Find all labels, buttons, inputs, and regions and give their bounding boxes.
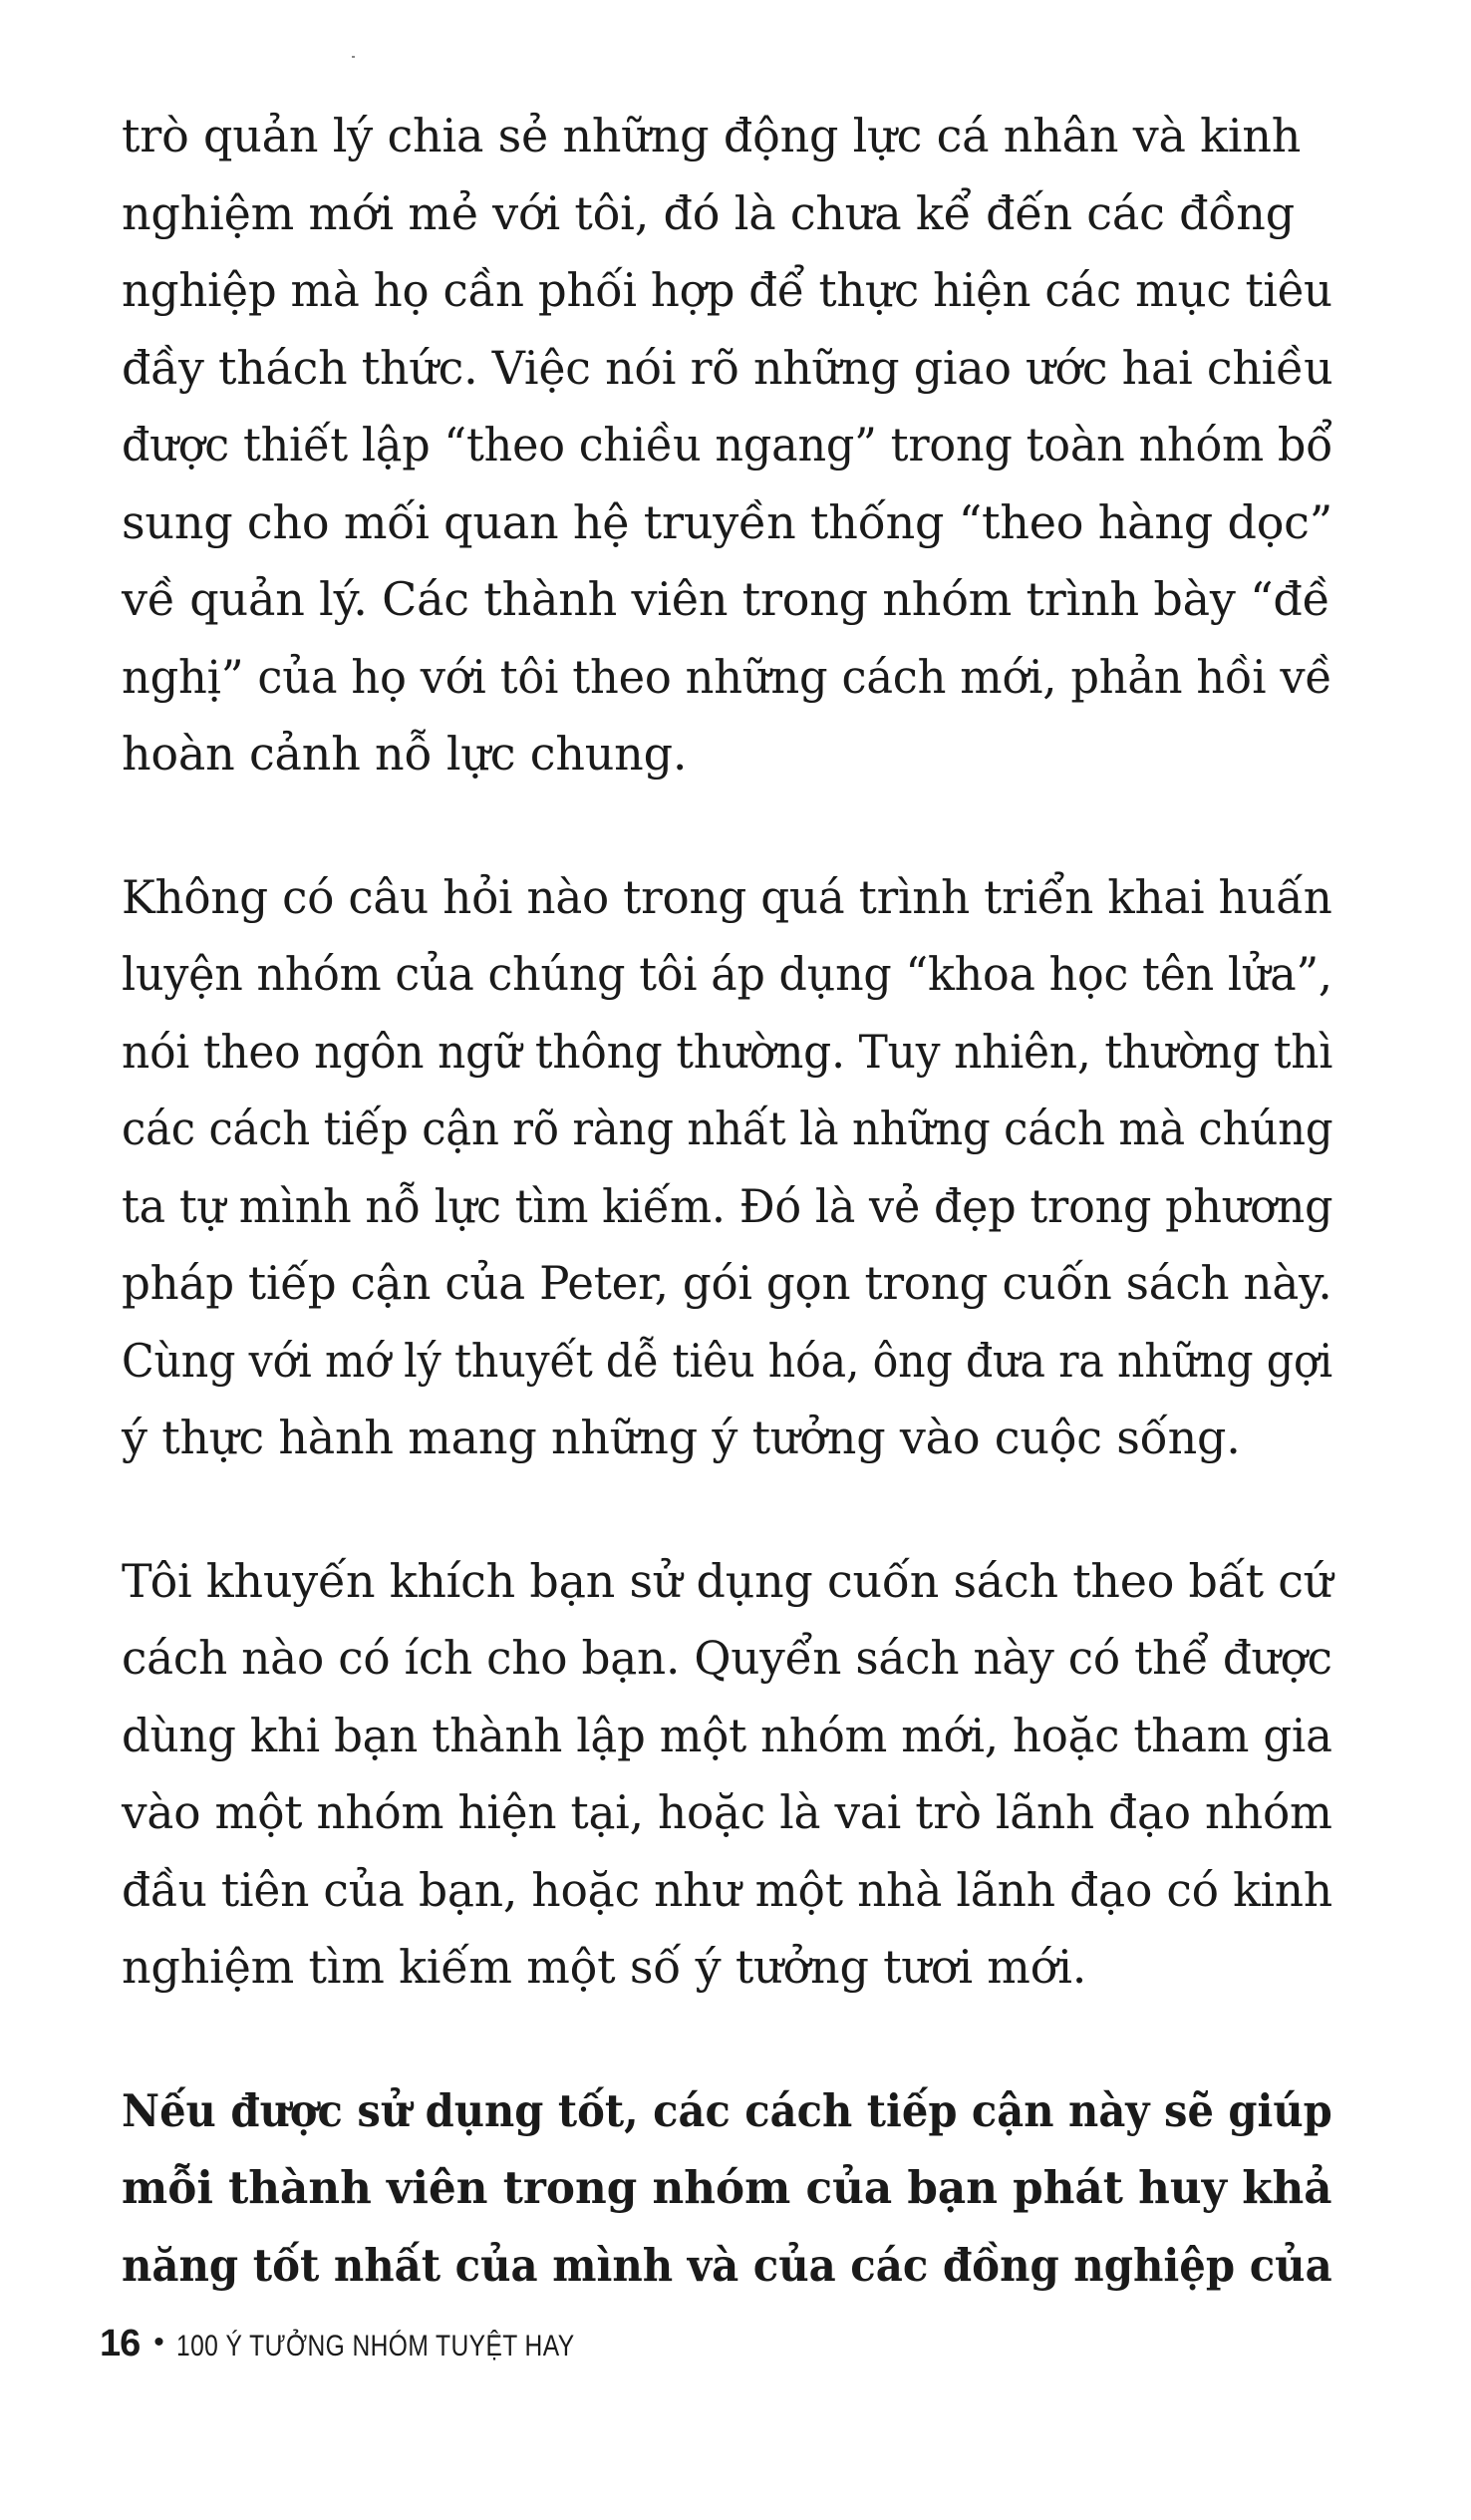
text-line: Không có câu hỏi nào trong quá trình triển khai huấn	[122, 869, 1332, 924]
bullet-separator: •	[153, 2326, 164, 2359]
page-footer	[100, 2323, 662, 2365]
text-line: Cùng với mớ lý thuyết dễ tiêu hóa, ông đưa ra những gợi	[122, 1333, 1332, 1388]
text-line: cách nào có ích cho bạn. Quyển sách này có thể được	[122, 1631, 1332, 1685]
text-line: nói theo ngôn ngữ thông thường. Tuy nhiên, thường thì	[122, 1024, 1333, 1079]
text-line: nghị” của họ với tôi theo những cách mới, phản hồi về	[122, 649, 1332, 704]
text-line: dùng khi bạn thành lập một nhóm mới, hoặc tham gia	[122, 1708, 1332, 1762]
paragraph-3	[122, 1543, 1332, 2007]
text-line: đầy thách thức. Việc nói rõ những giao ước hai chiều	[122, 340, 1333, 395]
paragraph-2	[122, 859, 1332, 1477]
text-line: hoàn cảnh nỗ lực chung.	[122, 727, 688, 781]
text-line: ta tự mình nỗ lực tìm kiếm. Đó là vẻ đẹp trong phương	[122, 1178, 1333, 1233]
text-line: nghiệm mới mẻ với tôi, đó là chưa kể đến các đồng	[122, 185, 1295, 240]
running-book-title: 100 Ý TƯỞNG NHÓM TUYỆT HAY	[175, 2330, 575, 2362]
text-line: về quản lý. Các thành viên trong nhóm trình bày “đề	[122, 572, 1330, 626]
print-speck	[352, 56, 355, 58]
text-line: pháp tiếp cận của Peter, gói gọn trong cuốn sách này.	[122, 1256, 1332, 1310]
text-line: được thiết lập “theo chiều ngang” trong toàn nhóm bổ	[122, 418, 1333, 472]
text-line: nghiệp mà họ cần phối hợp để thực hiện các mục tiêu	[122, 263, 1332, 317]
body-text	[122, 98, 1332, 2369]
text-line: Tôi khuyến khích bạn sử dụng cuốn sách theo bất cứ	[122, 1553, 1333, 1608]
text-line: nghiệm tìm kiếm một số ý tưởng tươi mới.	[122, 1940, 1087, 1994]
text-line: năng tốt nhất của mình và của các đồng nghiệp của	[122, 2238, 1332, 2292]
text-line: mỗi thành viên trong nhóm của bạn phát huy khả	[122, 2161, 1332, 2214]
text-line: Nếu được sử dụng tốt, các cách tiếp cận này sẽ giúp	[122, 2083, 1332, 2137]
text-line: ý thực hành mang những ý tưởng vào cuộc sống.	[122, 1411, 1241, 1464]
text-line: đầu tiên của bạn, hoặc như một nhà lãnh đạo có kinh	[122, 1862, 1332, 1917]
page-number: 16	[100, 2323, 141, 2364]
text-line: các cách tiếp cận rõ ràng nhất là những cách mà chúng	[122, 1102, 1333, 1155]
paragraph-1	[122, 98, 1332, 793]
paragraph-4	[122, 2072, 1332, 2305]
text-line: trò quản lý chia sẻ những động lực cá nhân và kinh	[122, 109, 1302, 162]
text-line: vào một nhóm hiện tại, hoặc là vai trò lãnh đạo nhóm	[122, 1785, 1332, 1839]
text-line: luyện nhóm của chúng tôi áp dụng “khoa học tên lửa”,	[122, 947, 1332, 1001]
text-line: sung cho mối quan hệ truyền thống “theo hàng dọc”	[122, 494, 1333, 549]
